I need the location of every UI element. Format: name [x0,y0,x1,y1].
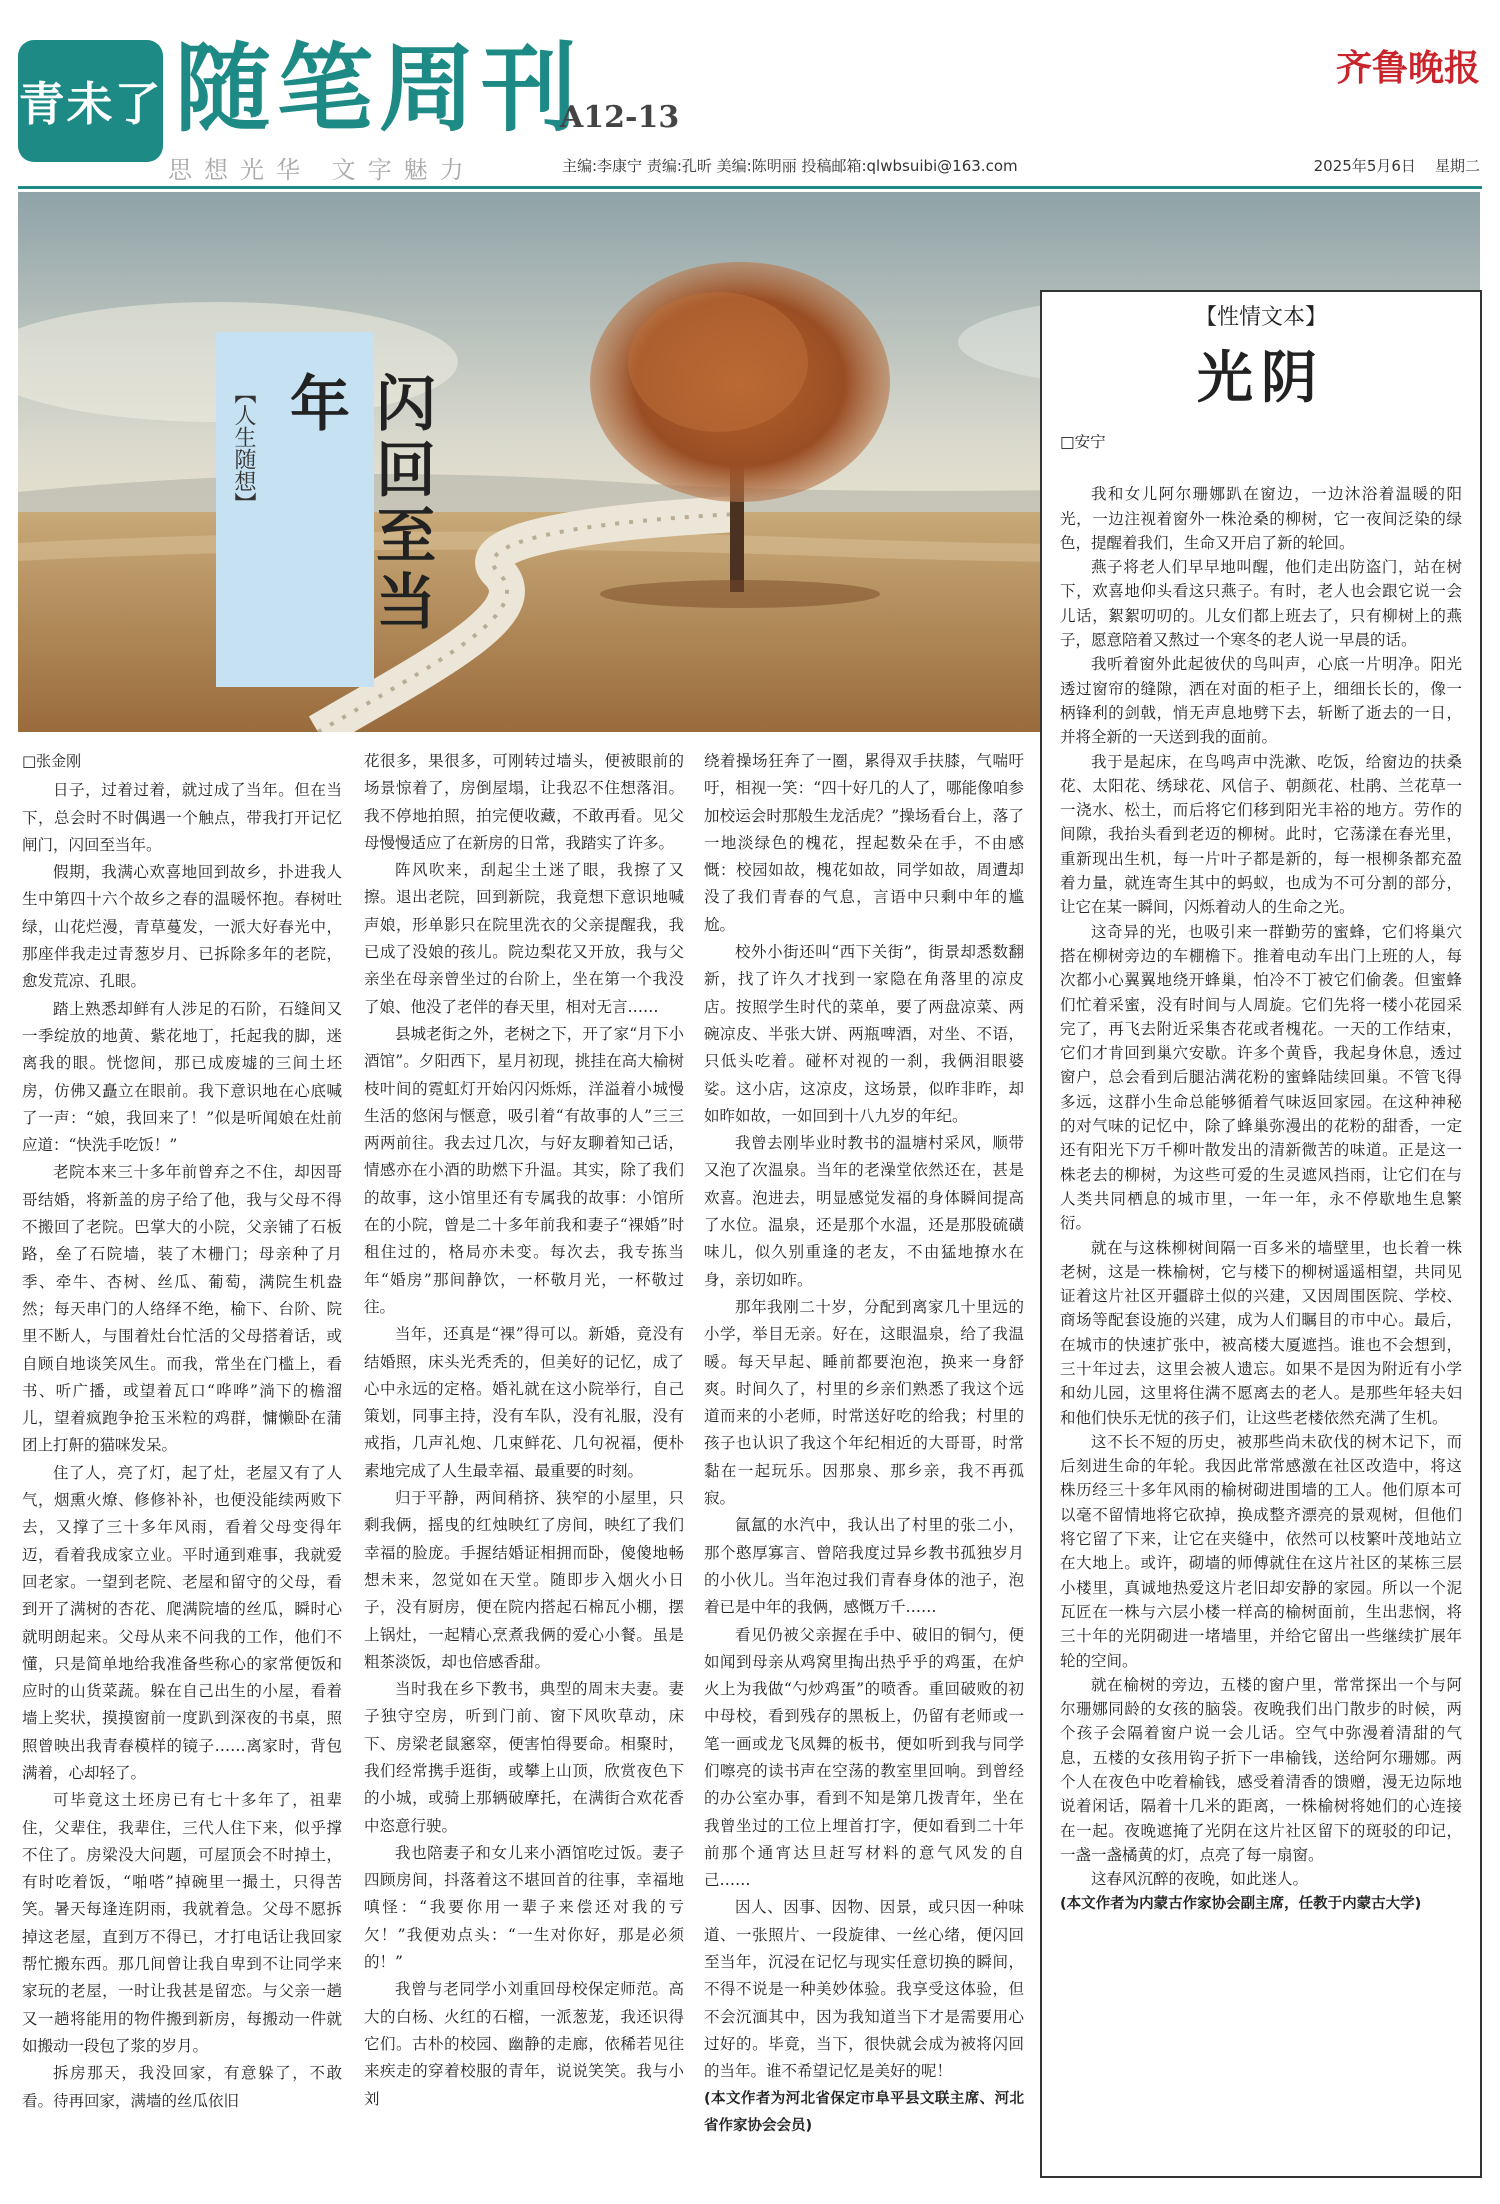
paragraph: 校外小街还叫“西下关街”，街景却悉数翻新，找了许久才找到一家隐在角落里的凉皮店。按照学生时代的菜单，要了两盘凉菜、两碗凉皮、半张大饼、两瓶啤酒，对坐、不语，只低头吃着。碰杯对视的一刹，我俩泪眼婆娑。这小店，这凉皮，这场景，似昨非昨，却如昨如故，一如回到十八九岁的年纪。 [704,943,1024,1125]
paragraph: 我曾去刚毕业时教书的温塘村采风，顺带又泡了次温泉。当年的老澡堂依然还在，甚是欢喜。泡进去，明显感觉发福的身体瞬间提高了水位。温泉，还是那个水温，还是那股硫磺味儿，似久别重逢的老友，不由猛地撩水在身，亲切如昨。 [704,1134,1024,1289]
paragraph: 绕着操场狂奔了一圈，累得双手扶膝，气喘吁吁，相视一笑：“四十好几的人了，哪能像咱参加校运会时那般生龙活虎？”操场看台上，落了一地淡绿色的槐花，捏起数朵在手，不由感慨：校园如故，槐花如故，同学如故，周遭却没了我们青春的气息，言语中只剩中年的尴尬。 [704,752,1024,934]
paragraph: 假期，我满心欢喜地回到故乡，扑进我人生中第四十六个故乡之春的温暖怀抱。春树吐绿，山花烂漫，青草蔓发，一派大好春光中，那座伴我走过青葱岁月、已拆除多年的老院，愈发荒凉、孔眼。 [22,863,342,991]
paragraph: 我听着窗外此起彼伏的鸟叫声，心底一片明净。阳光透过窗帘的缝隙，洒在对面的柜子上，细细长长的，像一柄锋利的剑戟，悄无声息地劈下去，斩断了逝去的一日，并将全新的一天送到我的面前。 [1060,655,1462,747]
editor-credits: 主编:李康宁 责编:孔昕 美编:陈明丽 投稿邮箱:qlwbsuibi@163.com [562,157,1018,175]
author-note: (本文作者为河北省保定市阜平县文联主席、河北省作家协会会员) [704,2090,1024,2134]
paragraph: 老院本来三十多年前曾弃之不住，却因哥哥结婚，将新盖的房子给了他，我与父母不得不搬回了老院。巴掌大的小院，父亲铺了石板路，垒了石院墙，装了木栅门；母亲种了月季、牵牛、杏树、丝瓜、葡萄，满院生机盎然；每天串门的人络绎不绝，榆下、台阶、院里不断人，与围着灶台忙活的父母搭着话，或自顾自地谈笑风生。而我，常坐在门槛上，看书、听广播，或望着瓦口“哗哗”淌下的檐溜儿，望着疯跑争抢玉米粒的鸡群，慵懒卧在蒲团上打鼾的猫咪发呆。 [22,1163,342,1455]
paragraph: 那年我刚二十岁，分配到离家几十里远的小学，举目无亲。好在，这眼温泉，给了我温暖。每天早起、睡前都要泡泡，换来一身舒爽。时间久了，村里的乡亲们熟悉了我这个远道而来的小老师，时常送好吃的给我；村里的孩子也认识了我这个年纪相近的大哥哥，时常黏在一起玩乐。因那泉、那乡亲，我不再孤寂。 [704,1297,1024,1508]
paragraph: 我曾与老同学小刘重回母校保定师范。高大的白杨、火红的石榴，一派葱茏，我还识得它们。古朴的校园、幽静的走廊，依稀若见往来疾走的穿着校服的青年，说说笑笑。我与小刘 [364,1980,684,2108]
date: 2025年5月6日 [1313,157,1416,175]
paragraph: 当时我在乡下教书，典型的周末夫妻。妻子独守空房，听到门前、窗下风吹草动，床下、房梁老鼠窸窣，便害怕得要命。相聚时，我们经常携手逛街，或攀上山顶，欣赏夜色下的小城，或骑上那辆破摩托，在满街合欢花香中恣意行驶。 [364,1680,684,1835]
paragraph: 我也陪妻子和女儿来小酒馆吃过饭。妻子四顾房间，抖落着这不堪回首的往事，幸福地嗔怪：“我要你用一辈子来偿还对我的亏欠！”我便劝点头：“一生对你好，那是必须的！” [364,1843,684,1972]
sidebar-author-note: (本文作者为内蒙古作家协会副主席，任教于内蒙古大学) [1060,1895,1422,1912]
paragraph: 踏上熟悉却鲜有人涉足的石阶，石缝间又一季绽放的地黄、紫花地丁，托起我的脚，迷离我的眼。恍惚间，那已成废墟的三间土坯房，仿佛又矗立在眼前。我下意识地在心底喊了一声：“娘，我回来了！”似是听闻娘在灶前应道：“快洗手吃饭！” [22,999,342,1155]
paragraph: 这春风沉醉的夜晚，如此迷人。 [1091,1870,1309,1889]
sidebar-headline: 光阴 [1197,345,1325,411]
article-byline: □张金刚 [22,752,82,770]
weekday: 星期二 [1434,157,1480,175]
paragraph: 可毕竟这土坯房已有七十多年了，祖辈住，父辈住，我辈住，三代人住下来，似乎撑不住了。房梁没大问题，可屋顶会不时掉土，有时吃着饭，“啪嗒”掉碗里一撮土，只得苦笑。暑天每逢连阴雨，我就着急。父母不愿拆掉这老屋，直到万不得已，才打电话让我回家帮忙搬东西。那几间曾让我自卑到不让同学来家玩的老屋，一时让我甚是留恋。与父亲一趟又一趟将能用的物件搬到新房，每搬动一件就如搬动一段包了浆的岁月。 [22,1791,342,2055]
headline-panel [216,332,436,687]
paragraph: 归于平静，两间稍挤、狭窄的小屋里，只剩我俩，摇曳的红烛映红了房间，映红了我们幸福的脸庞。手握结婚证相拥而卧，傻傻地畅想未来，忽觉如在天堂。随即步入烟火小日子，没有厨房，便在院内搭起石棉瓦小棚，摆上锅灶，一起精心烹煮我俩的爱心小餐。虽是粗茶淡饭，却也倍感香甜。 [364,1489,684,1671]
paragraph: 我于是起床，在鸟鸣声中洗漱、吃饭，给窗边的扶桑花、太阳花、绣球花、风信子、朝颜花、杜鹃、兰花草一一浇水、松土，而后将它们移到阳光丰裕的地方。劳作的间隙，我抬头看到老迈的柳树。此时，它荡漾在春光里，重新现出生机，每一片叶子都是新的，每一根柳条都充盈着力量，就连寄生其中的蚂蚁，也成为不可分割的部分，让它在某一瞬间，闪烁着动人的生命之光。 [1060,752,1462,917]
paragraph: 我和女儿阿尔珊娜趴在窗边，一边沐浴着温暖的阳光，一边注视着窗外一株沧桑的柳树，它一夜间泛染的绿色，提醒着我们，生命又开启了新的轮回。 [1060,485,1462,552]
logo [18,40,163,162]
paragraph: 燕子将老人们早早地叫醒，他们走出防盗门，站在树下，欢喜地仰头看这只燕子。有时，老人也会跟它说一会儿话，絮絮叨叨的。儿女们都上班去了，只有柳树上的燕子，愿意陪着又熬过一个寒冬的老人说一早晨的话。 [1060,558,1462,650]
page-number: A12-13 [560,100,680,135]
newspaper-brand: 齐鲁晚报 [1335,47,1480,89]
logo-text: 青未了 [18,77,163,131]
paragraph: 拆房那天，我没回家，有意躲了，不敢看。待再回家，满墙的丝瓜依旧 [22,2064,342,2110]
sidebar-body [1060,430,1462,1916]
paragraph: 住了人，亮了灯，起了灶，老屋又有了人气，烟熏火燎、修修补补，也便没能续两败下去，又撑了三十多年风雨，看着父母变得年迈，看着我成家立业。平时通到难事，我就爱回老家。一望到老院、老屋和留守的父母，看到开了满树的杏花、爬满院墙的丝瓜，瞬时心就明朗起来。父母从来不问我的工作，他们不懂，只是简单地给我准备些称心的家常便饭和应时的山货菜蔬。躲在自己出生的小屋，看着墙上奖状，摸摸窗前一度趴到深夜的书桌，照照曾映出我青春模样的镜子……离家时，背包满着，心却轻了。 [22,1463,342,1782]
article-column-2 [364,748,684,2188]
article-column-1 [22,748,342,2188]
slogan: 思想光华 文字魅力 [168,156,476,184]
dateline [1314,155,1480,176]
sidebar-byline: □安宁 [1060,433,1106,451]
paragraph: 就在与这株柳树间隔一百多米的墙壁里，也长着一株老树，这是一株榆树，它与楼下的柳树遥遥相望，共同见证着这片社区开疆辟土似的兴建，又因周围医院、学校、商场等配套设施的兴建，成为人们瞩目的市中心。最后，在城市的快速扩张中，被高楼大厦遮挡。谁也不会想到，三十年过去，这里会被人遗忘。如果不是因为附近有小学和幼儿园，这里将住满不愿离去的老人。是那些年轻夫妇和他们快乐无忧的孩子们，让这些老楼依然充满了生机。 [1060,1238,1462,1427]
paragraph: 日子，过着过着，就过成了当年。但在当下，总会时不时偶遇一个触点，带我打开记忆闸门，闪回至当年。 [22,781,342,854]
header-rule [18,186,1482,189]
paragraph: 就在榆树的旁边，五楼的窗户里，常常探出一个与阿尔珊娜同龄的女孩的脑袋。夜晚我们出门散步的时候，两个孩子会隔着窗户说一会儿话。空气中弥漫着清甜的气息，五楼的女孩用钩子折下一串榆钱，送给阿尔珊娜。两个人在夜色中吃着榆钱，感受着清香的馈赠，漫无边际地说着闲话，隔着十几米的距离，一株榆树将她们的心连接在一起。夜晚遮掩了光阴在这片社区留下的斑驳的印记，一盏一盏橘黄的灯，点亮了每一扇窗。 [1060,1675,1462,1864]
article-column-3 [704,748,1024,2188]
paragraph: 看见仍被父亲握在手中、破旧的铜勺，便如闻到母亲从鸡窝里掏出热乎乎的鸡蛋，在炉火上为我做“勺炒鸡蛋”的喷香。重回破败的初中母校，看到残存的黑板上，仍留有老师或一笔一画或龙飞凤舞的板书，便如听到我与同学们嚓亮的读书声在空荡的教室里回响。到曾经的办公室办事，看到不知是第几拨青年，坐在我曾坐过的工位上埋首打字，便如看到二十年前那个通宵达旦赶写材料的意气风发的自己…… [704,1625,1024,1890]
paragraph: 因人、因事、因物、因景，或只因一种味道、一张照片、一段旋律、一丝心绪，便闪回至当年，沉浸在记忆与现实任意切换的瞬间，不得不说是一种美妙体验。我享受这体验，但不会沉湎其中，因为我知道当下才是需要用心过好的。毕竟，当下，很快就会成为被将闪回的当年。谁不希望记忆是美好的呢！ [704,1898,1024,2081]
sidebar-article [1040,290,1482,2178]
paragraph: 氤氲的水汽中，我认出了村里的张二小，那个憨厚寡言、曾陪我度过异乡教书孤独岁月的小伙儿。当年泡过我们青春身体的池子，泡着已是中年的我俩，感慨万千…… [704,1516,1024,1617]
article-kicker: 【人生随想】 [231,382,256,514]
paragraph: 当年，还真是“裸”得可以。新婚，竟没有结婚照，床头光秃秃的，但美好的记忆，成了心中永远的定格。婚礼就在这小院举行，自己策划，同事主持，没有车队，没有礼服，没有戒指，几声礼炮、几束鲜花、几句祝福，便朴素地完成了人生最幸福、最重要的时刻。 [364,1325,684,1480]
paragraph: 花很多，果很多，可刚转过墙头，便被眼前的场景惊着了，房倒屋塌，让我忍不住想落泪。我不停地拍照，拍完便收藏，不敢再看。见父母慢慢适应了在新房的日常，我踏实了许多。 [364,752,684,852]
sidebar-kicker: 【性情文本】 [1194,305,1327,330]
paragraph: 这奇异的光，也吸引来一群勤劳的蜜蜂，它们将巢穴搭在柳树旁边的车棚檐下。推着电动车出门上班的人，每次都小心翼翼地绕开蜂巢，怕冷不丁被它们偷袭。但蜜蜂们忙着采蜜，没有时间与人周旋。它们先将一楼小花园采完了，再飞去附近采集杏花或者槐花。一天的工作结束，它们才肯回到巢穴安歇。许多个黄昏，我起身休息，透过窗户，总会看到后腿沾满花粉的蜜蜂陆续回巢。不管飞得多远，这群小生命总能够循着气味返回家园。在这种神秘的对气味的记忆中，除了蜂巢弥漫出的花粉的甜香，一定还有阳光下万千柳叶散发出的清新微苦的味道。正是这一株老去的柳树，为这些可爱的生灵遮风挡雨，让它们在与人类共同栖息的城市里，一年一年，永不停歇地生息繁衍。 [1060,922,1462,1233]
masthead-title: 随笔周刊 [175,32,583,145]
article-headline: 闪回至当年 [280,372,436,636]
paragraph: 这不长不短的历史，被那些尚未砍伐的树木记下，而后刻进生命的年轮。我因此常常感激在社区改造中，将这株历经三十多年风雨的榆树砌进围墙的工人。他们原本可以毫不留情地将它砍掉，换成整齐漂亮的景观树，但他们将它留了下来，让它在夹缝中，依然可以枝繁叶茂地站立在大地上。或许，砌墙的师傅就住在这片社区的某栋三层小楼里，真诚地热爱这片老旧却安静的家园。所以一个泥瓦匠在一株与六层小楼一样高的榆树面前，生出悲悯，将三十年的光阴砌进一堵墙里，并给它留出一些继续扩展年轮的空间。 [1060,1432,1462,1670]
paragraph: 阵风吹来，刮起尘土迷了眼，我擦了又擦。退出老院，回到新院，我竟想下意识地喊声娘，形单影只在院里洗衣的父亲提醒我，我已成了没娘的孩儿。院边梨花又开放，我与父亲坐在母亲曾坐过的台阶上，坐在第一个我没了娘、他没了老伴的春天里，相对无言…… [364,861,684,1016]
paragraph: 县城老街之外，老树之下，开了家“月下小酒馆”。夕阳西下，星月初现，挑挂在高大榆树枝叶间的霓虹灯开始闪闪烁烁，洋溢着小城慢生活的悠闲与惬意，吸引着“有故事的人”三三两两前往。我去过几次，与好友聊着知己话，情感亦在小酒的助燃下升温。其实，除了我们的故事，这小馆里还有专属我的故事：小馆所在的小院，曾是二十多年前我和妻子“裸婚”时租住过的，格局亦未变。每次去，我专拣当年“婚房”那间静饮，一杯敬月光，一杯敬过往。 [364,1024,684,1316]
